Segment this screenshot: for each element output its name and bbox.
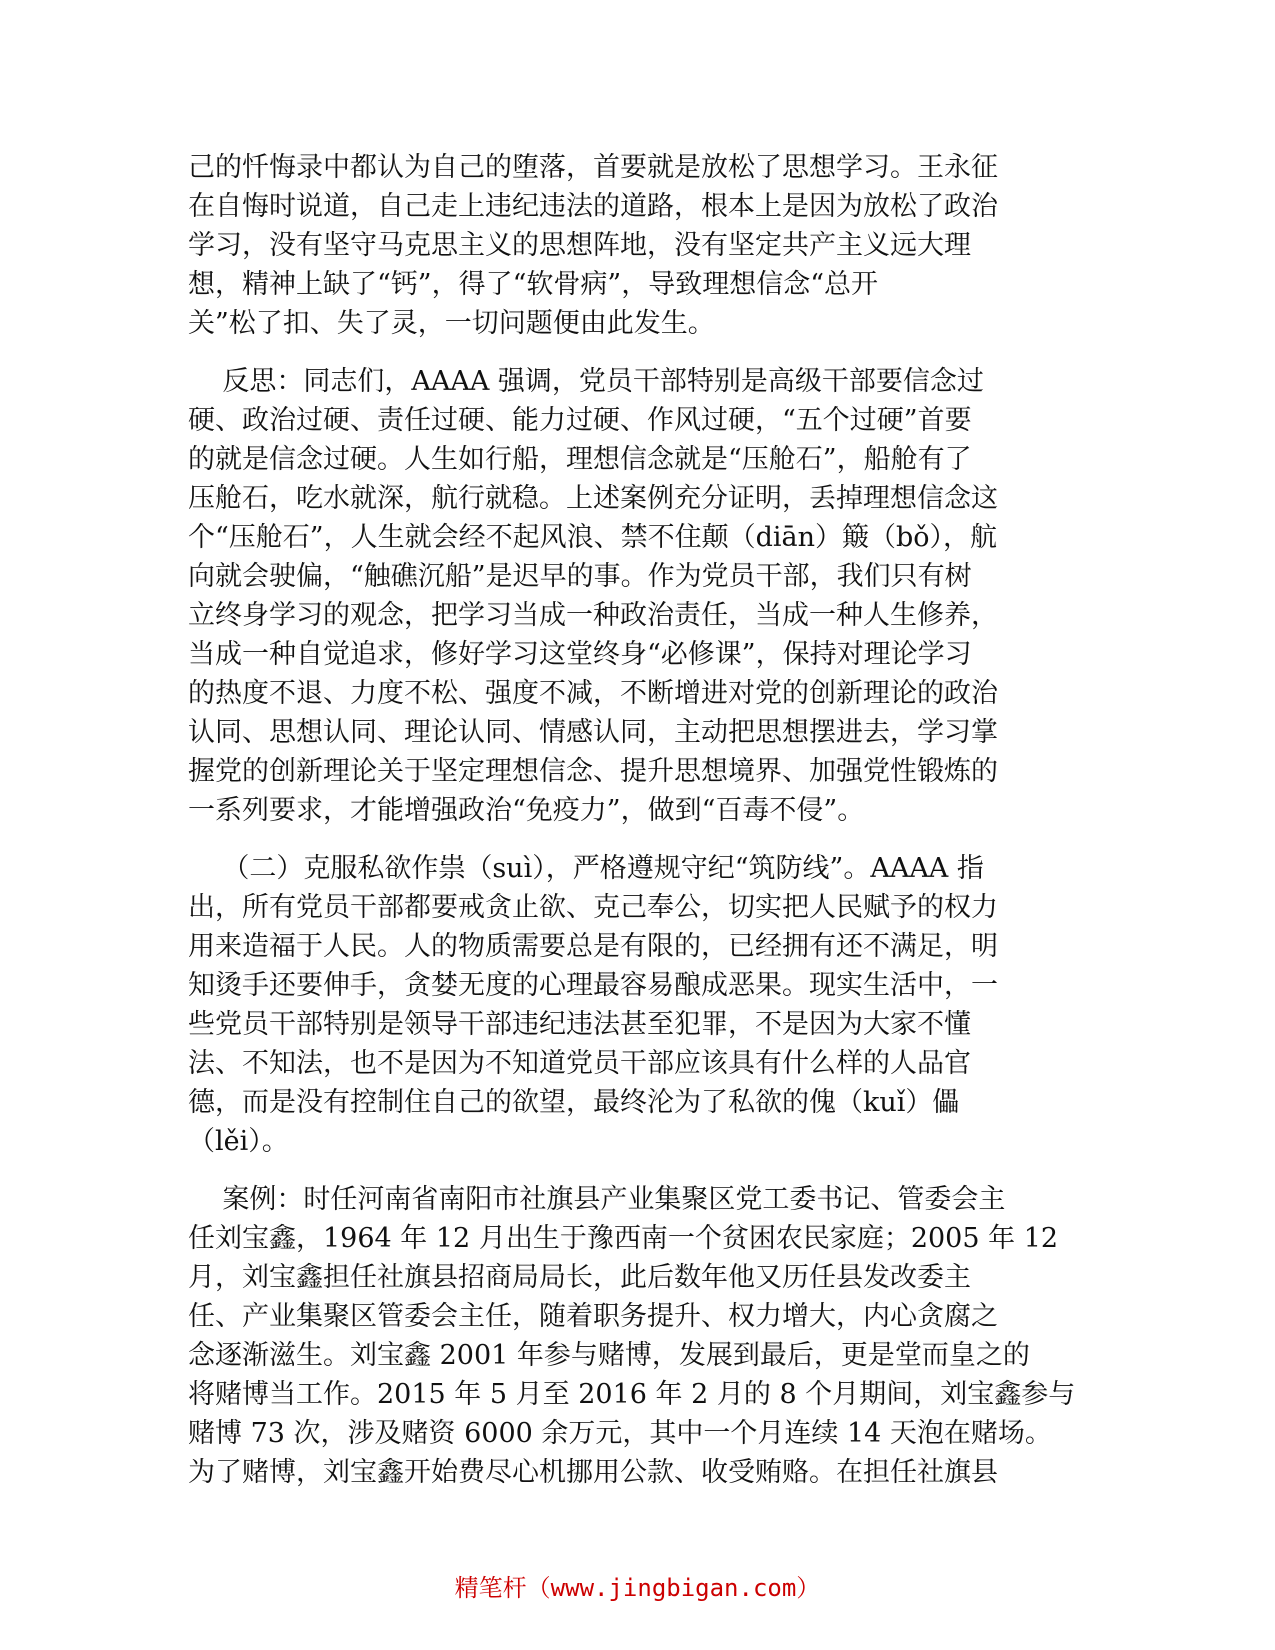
paragraph-1 (188, 148, 1088, 343)
paragraph-4 (188, 1180, 1088, 1492)
body-text (188, 148, 1088, 1492)
text-line: 关”松了扣、失了灵，一切问题便由此发生。 (188, 308, 715, 339)
paragraph-2 (188, 362, 1088, 830)
text-line: 向就会驶偏，“触礁沉船”是迟早的事。作为党员干部，我们只有树 (188, 561, 972, 592)
text-line: 赌博 73 次，涉及赌资 6000 余万元，其中一个月连续 14 天泡在赌场。 (188, 1418, 1052, 1449)
text-line: 反思：同志们，AAAA 强调，党员干部特别是高级干部要信念过 (188, 366, 984, 397)
text-line: 想，精神上缺了“钙”，得了“软骨病”，导致理想信念“总开 (188, 269, 879, 300)
text-line: 月，刘宝鑫担任社旗县招商局局长，此后数年他又历任县发改委主 (188, 1262, 971, 1293)
text-line: 一系列要求，才能增强政治“免疫力”，做到“百毒不侵”。 (188, 795, 865, 826)
text-line: 在自悔时说道，自己走上违纪违法的道路，根本上是因为放松了政治 (188, 191, 998, 222)
text-line: 压舱石，吃水就深，航行就稳。上述案例充分证明，丢掉理想信念这 (188, 483, 998, 514)
text-line: （lěi）。 (188, 1126, 289, 1157)
text-line: 任、产业集聚区管委会主任，随着职务提升、权力增大，内心贪腐之 (188, 1301, 998, 1332)
text-line: 案例：时任河南省南阳市社旗县产业集聚区党工委书记、管委会主 (188, 1184, 1006, 1215)
text-line: 用来造福于人民。人的物质需要总是有限的，已经拥有还不满足，明 (188, 931, 998, 962)
text-line: 些党员干部特别是领导干部违纪违法甚至犯罪，不是因为大家不懂 (188, 1009, 971, 1040)
text-line: 学习，没有坚守马克思主义的思想阵地，没有坚定共产主义远大理 (188, 230, 971, 261)
text-line: 将赌博当工作。2015 年 5 月至 2016 年 2 月的 8 个月期间，刘宝鑫参与 (188, 1379, 1076, 1410)
text-line: 任刘宝鑫，1964 年 12 月出生于豫西南一个贫困农民家庭；2005 年 12 (188, 1223, 1059, 1254)
text-line: 握党的创新理论关于坚定理想信念、提升思想境界、加强党性锻炼的 (188, 756, 998, 787)
text-line: （二）克服私欲作祟（suì），严格遵规守纪“筑防线”。AAAA 指 (188, 853, 984, 884)
text-line: 为了赌博，刘宝鑫开始费尽心机挪用公款、收受贿赂。在担任社旗县 (188, 1457, 998, 1488)
text-line: 的热度不退、力度不松、强度不减，不断增进对党的创新理论的政治 (188, 678, 998, 709)
text-line: 立终身学习的观念，把学习当成一种政治责任，当成一种人生修养， (188, 600, 998, 631)
text-line: 当成一种自觉追求，修好学习这堂终身“必修课”，保持对理论学习 (188, 639, 972, 670)
text-line: 法、不知法，也不是因为不知道党员干部应该具有什么样的人品官 (188, 1048, 971, 1079)
text-line: 的就是信念过硬。人生如行船，理想信念就是“压舱石”，船舱有了 (188, 444, 972, 475)
paragraph-3 (188, 849, 1088, 1161)
text-line: 念逐渐滋生。刘宝鑫 2001 年参与赌博，发展到最后，更是堂而皇之的 (188, 1340, 1030, 1371)
footer-watermark: 精笔杆（www.jingbigan.com） (454, 1574, 821, 1602)
text-line: 知烫手还要伸手，贪婪无度的心理最容易酿成恶果。现实生活中，一 (188, 970, 998, 1001)
text-line: 出，所有党员干部都要戒贪止欲、克己奉公，切实把人民赋予的权力 (188, 892, 998, 923)
text-line: 硬、政治过硬、责任过硬、能力过硬、作风过硬，“五个过硬”首要 (188, 405, 972, 436)
text-line: 己的忏悔录中都认为自己的堕落，首要就是放松了思想学习。王永征 (188, 152, 998, 183)
text-line: 德，而是没有控制住自己的欲望，最终沦为了私欲的傀（kuǐ）儡 (188, 1087, 960, 1118)
text-line: 个“压舱石”，人生就会经不起风浪、禁不住颠（diān）簸（bǒ），航 (188, 522, 998, 553)
text-line: 认同、思想认同、理论认同、情感认同，主动把思想摆进去，学习掌 (188, 717, 998, 748)
